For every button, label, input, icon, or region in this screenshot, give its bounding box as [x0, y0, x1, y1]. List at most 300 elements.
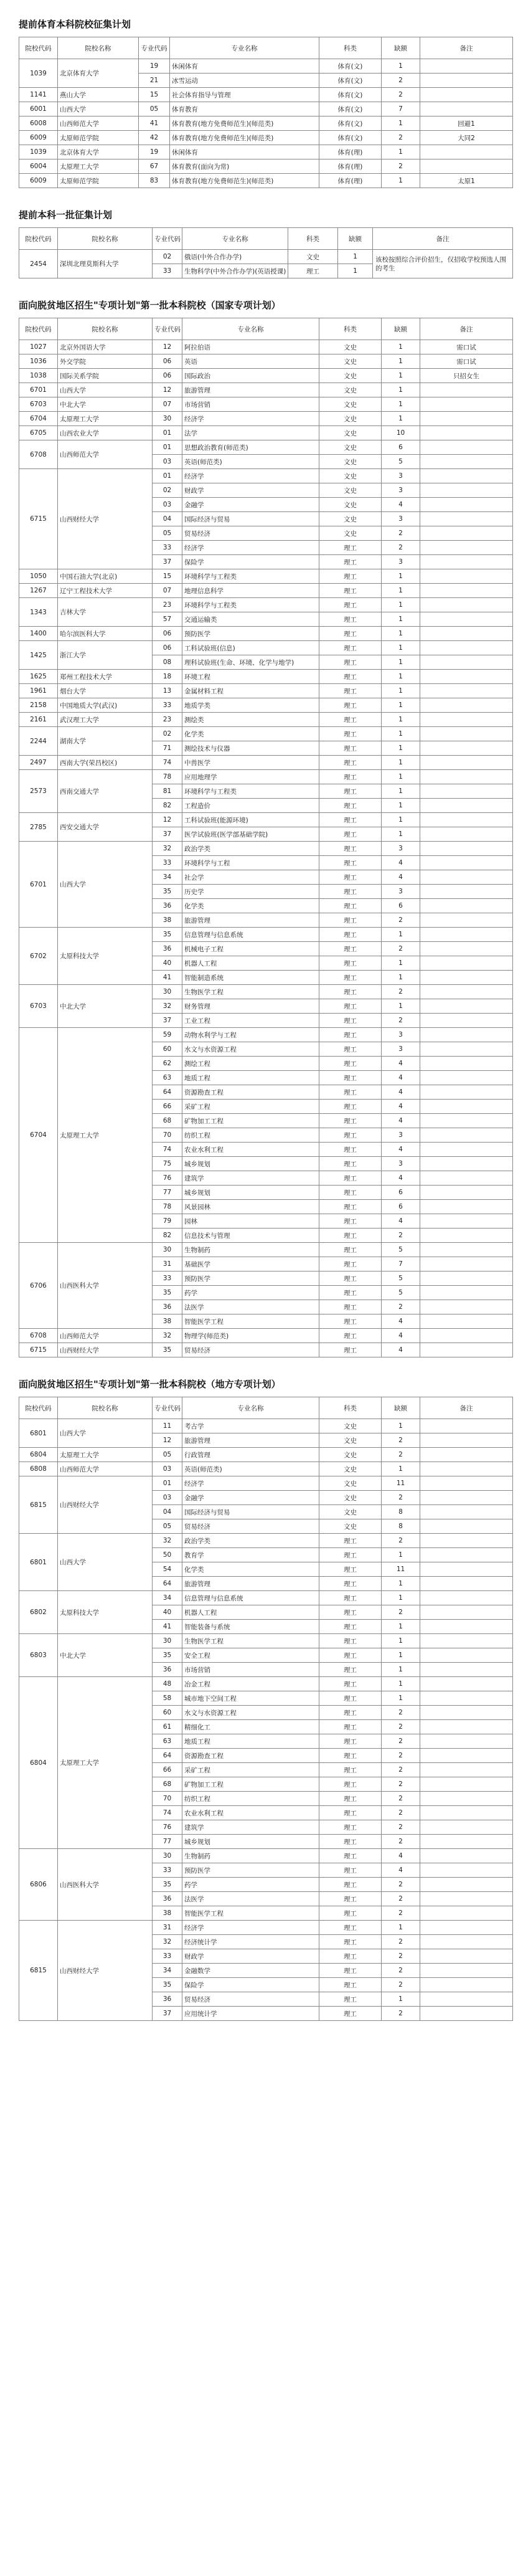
table-row	[19, 1476, 513, 1491]
major-code-cell: 61	[153, 1720, 182, 1734]
vacancy-cell: 2	[382, 1763, 420, 1777]
category-cell: 理工	[319, 2007, 382, 2021]
major-code-cell: 18	[153, 670, 182, 684]
school-code-cell: 1036	[19, 354, 58, 369]
major-name-cell: 化学类	[182, 727, 319, 741]
school-code-cell: 2454	[19, 250, 58, 278]
school-name-cell: 浙江大学	[58, 641, 153, 670]
school-name-cell: 北京体育大学	[58, 59, 139, 88]
category-cell: 理工	[319, 1577, 382, 1591]
major-name-cell: 应用统计学	[182, 2007, 319, 2021]
category-cell: 文史	[319, 526, 382, 541]
table-row	[19, 383, 513, 397]
category-cell: 理工	[319, 1921, 382, 1935]
major-name-cell: 地质工程	[182, 1071, 319, 1085]
remark-cell	[420, 1892, 513, 1906]
major-code-cell: 02	[153, 250, 182, 264]
vacancy-cell: 1	[382, 784, 420, 799]
major-code-cell: 31	[153, 1257, 182, 1271]
category-cell: 文史	[319, 369, 382, 383]
vacancy-cell: 2	[382, 985, 420, 999]
major-name-cell: 法学	[182, 426, 319, 440]
major-name-cell: 保险学	[182, 555, 319, 569]
remark-cell	[420, 426, 513, 440]
vacancy-cell: 1	[382, 727, 420, 741]
school-name-cell: 山西师范大学	[58, 116, 139, 131]
category-cell: 理工	[319, 1706, 382, 1720]
school-name-cell: 山西大学	[58, 1419, 153, 1448]
category-cell: 理工	[319, 684, 382, 698]
table-row	[19, 1419, 513, 1433]
major-code-cell: 33	[153, 1949, 182, 1964]
major-name-cell: 市场营销	[182, 1663, 319, 1677]
vacancy-cell: 5	[382, 455, 420, 469]
vacancy-cell: 4	[382, 1171, 420, 1186]
vacancy-cell: 4	[382, 1085, 420, 1100]
school-code-cell: 6009	[19, 174, 58, 188]
category-cell: 文史	[319, 455, 382, 469]
category-cell: 理工	[319, 1964, 382, 1978]
major-code-cell: 79	[153, 1214, 182, 1229]
table-row	[19, 426, 513, 440]
vacancy-cell: 1	[382, 584, 420, 598]
category-cell: 文史	[319, 1448, 382, 1462]
vacancy-cell: 11	[382, 1562, 420, 1577]
vacancy-cell: 2	[382, 1892, 420, 1906]
major-name-cell: 测绘技术与仪器	[182, 741, 319, 756]
table-body	[19, 340, 513, 1357]
vacancy-cell: 1	[382, 1577, 420, 1591]
remark-cell	[420, 1863, 513, 1878]
table-row	[19, 698, 513, 713]
major-name-cell: 法医学	[182, 1892, 319, 1906]
category-cell: 体育(文)	[319, 74, 382, 88]
vacancy-cell: 1	[382, 598, 420, 612]
remark-cell	[420, 1978, 513, 1992]
major-code-cell: 12	[153, 383, 182, 397]
category-cell: 理工	[319, 870, 382, 885]
remark-cell	[420, 1014, 513, 1028]
header-cell: 备注	[420, 1397, 513, 1419]
table-national-special-plan	[19, 318, 513, 1357]
school-code-cell: 2573	[19, 770, 58, 813]
vacancy-cell: 1	[382, 383, 420, 397]
category-cell: 体育(理)	[319, 159, 382, 174]
remark-cell	[420, 1691, 513, 1706]
vacancy-cell: 1	[382, 340, 420, 354]
major-code-cell: 05	[139, 102, 170, 116]
major-name-cell: 贸易经济	[182, 1519, 319, 1534]
major-name-cell: 生物医学工程	[182, 1634, 319, 1648]
school-name-cell: 山西财经大学	[58, 1921, 153, 2021]
table-row	[19, 1462, 513, 1476]
school-name-cell: 山西大学	[58, 383, 153, 397]
vacancy-cell: 2	[382, 913, 420, 928]
major-code-cell: 37	[153, 1014, 182, 1028]
major-name-cell: 保险学	[182, 1978, 319, 1992]
vacancy-cell: 2	[382, 942, 420, 956]
category-cell: 体育(文)	[319, 116, 382, 131]
vacancy-cell: 2	[382, 2007, 420, 2021]
major-name-cell: 冶金工程	[182, 1677, 319, 1691]
category-cell: 文史	[319, 1462, 382, 1476]
vacancy-cell: 1	[382, 770, 420, 784]
category-cell: 文史	[319, 1433, 382, 1448]
vacancy-cell: 1	[382, 928, 420, 942]
vacancy-cell: 2	[382, 1433, 420, 1448]
major-code-cell: 34	[153, 1591, 182, 1605]
remark-cell	[420, 899, 513, 913]
remark-cell	[420, 985, 513, 999]
category-cell: 理工	[319, 555, 382, 569]
major-code-cell: 48	[153, 1677, 182, 1691]
major-name-cell: 信息技术与管理	[182, 1229, 319, 1243]
vacancy-cell: 1	[382, 756, 420, 770]
remark-cell	[420, 145, 513, 159]
category-cell: 理工	[319, 1763, 382, 1777]
school-name-cell: 山西大学	[58, 1534, 153, 1591]
major-name-cell: 生物制药	[182, 1243, 319, 1257]
school-name-cell: 外交学院	[58, 354, 153, 369]
major-name-cell: 采矿工程	[182, 1100, 319, 1114]
school-code-cell: 6706	[19, 1243, 58, 1329]
table-row	[19, 1921, 513, 1935]
major-name-cell: 政治学类	[182, 842, 319, 856]
school-name-cell: 烟台大学	[58, 684, 153, 698]
major-code-cell: 33	[153, 1863, 182, 1878]
major-name-cell: 信息管理与信息系统	[182, 928, 319, 942]
major-code-cell: 74	[153, 1806, 182, 1820]
category-cell: 理工	[319, 971, 382, 985]
remark-cell	[420, 1620, 513, 1634]
header-cell: 备注	[373, 228, 513, 250]
major-code-cell: 33	[153, 1271, 182, 1286]
vacancy-cell: 2	[382, 1734, 420, 1749]
table-row	[19, 813, 513, 827]
vacancy-cell: 2	[382, 74, 420, 88]
category-cell: 理工	[319, 1186, 382, 1200]
header-cell: 院校代码	[19, 228, 58, 250]
table-row	[19, 1591, 513, 1605]
category-cell: 理工	[319, 1935, 382, 1949]
category-cell: 理工	[319, 1620, 382, 1634]
table-row	[19, 641, 513, 655]
remark-cell	[420, 1849, 513, 1863]
category-cell: 文史	[319, 440, 382, 455]
remark-cell	[420, 612, 513, 627]
major-code-cell: 01	[153, 469, 182, 483]
table-row	[19, 354, 513, 369]
major-name-cell: 预防医学	[182, 1271, 319, 1286]
header-cell: 院校代码	[19, 318, 58, 340]
remark-cell	[420, 1906, 513, 1921]
school-code-cell: 6801	[19, 1419, 58, 1448]
remark-cell	[420, 483, 513, 498]
category-cell: 理工	[319, 1906, 382, 1921]
major-name-cell: 城市地下空间工程	[182, 1691, 319, 1706]
vacancy-cell: 1	[338, 250, 373, 264]
school-name-cell: 中北大学	[58, 397, 153, 412]
major-name-cell: 建筑学	[182, 1820, 319, 1835]
major-code-cell: 15	[139, 88, 170, 102]
remark-cell	[420, 827, 513, 842]
table-row	[19, 1677, 513, 1691]
school-name-cell: 山西医科大学	[58, 1243, 153, 1329]
major-code-cell: 35	[153, 885, 182, 899]
major-name-cell: 环境工程	[182, 670, 319, 684]
category-cell: 理工	[319, 956, 382, 971]
major-name-cell: 测绘工程	[182, 1057, 319, 1071]
category-cell: 理工	[319, 1200, 382, 1214]
vacancy-cell: 8	[382, 1519, 420, 1534]
major-code-cell: 01	[153, 426, 182, 440]
vacancy-cell: 2	[382, 88, 420, 102]
major-name-cell: 经济学	[182, 412, 319, 426]
category-cell: 理工	[319, 1286, 382, 1300]
remark-cell	[420, 1562, 513, 1577]
school-code-cell: 6802	[19, 1591, 58, 1634]
vacancy-cell: 3	[382, 1157, 420, 1171]
category-cell: 理工	[319, 827, 382, 842]
category-cell: 理工	[319, 784, 382, 799]
school-code-cell: 2158	[19, 698, 58, 713]
category-cell: 体育(文)	[319, 59, 382, 74]
remark-cell	[420, 383, 513, 397]
category-cell: 理工	[319, 1014, 382, 1028]
remark-cell	[420, 971, 513, 985]
major-code-cell: 82	[153, 799, 182, 813]
major-code-cell: 37	[153, 827, 182, 842]
school-name-cell: 西南交通大学	[58, 770, 153, 813]
major-name-cell: 药学	[182, 1878, 319, 1892]
remark-cell: 大同2	[420, 131, 513, 145]
major-code-cell: 06	[153, 354, 182, 369]
vacancy-cell: 1	[382, 971, 420, 985]
header-cell: 专业代码	[153, 318, 182, 340]
major-code-cell: 38	[153, 1314, 182, 1329]
remark-cell	[420, 655, 513, 670]
major-name-cell: 财政学	[182, 1949, 319, 1964]
remark-cell	[420, 770, 513, 784]
major-name-cell: 测绘类	[182, 713, 319, 727]
major-name-cell: 机器人工程	[182, 1605, 319, 1620]
remark-cell	[420, 397, 513, 412]
category-cell: 理工	[319, 713, 382, 727]
vacancy-cell: 1	[382, 1548, 420, 1562]
category-cell: 理工	[319, 1071, 382, 1085]
major-name-cell: 国际经济与贸易	[182, 512, 319, 526]
remark-cell	[420, 1663, 513, 1677]
major-code-cell: 12	[153, 813, 182, 827]
school-code-cell: 1267	[19, 584, 58, 598]
vacancy-cell: 2	[382, 1978, 420, 1992]
major-code-cell: 70	[153, 1792, 182, 1806]
header-cell: 专业名称	[182, 318, 319, 340]
remark-cell	[420, 799, 513, 813]
remark-cell	[420, 856, 513, 870]
major-code-cell: 06	[153, 369, 182, 383]
header-cell: 科类	[288, 228, 338, 250]
vacancy-cell: 1	[382, 1462, 420, 1476]
school-name-cell: 太原理工大学	[58, 1677, 153, 1849]
table-body	[19, 1419, 513, 2021]
vacancy-cell: 1	[382, 698, 420, 713]
remark-cell: 该校按照综合评价招生，仅招收学校预选人围的考生	[373, 250, 513, 278]
vacancy-cell: 2	[382, 1014, 420, 1028]
major-code-cell: 36	[153, 1300, 182, 1314]
major-name-cell: 地质工程	[182, 1734, 319, 1749]
major-code-cell: 75	[153, 1157, 182, 1171]
remark-cell	[420, 1949, 513, 1964]
section-title: 面向脱贫地区招生"专项计划"第一批本科院校（地方专项计划）	[19, 1379, 281, 1390]
major-code-cell: 57	[153, 612, 182, 627]
school-code-cell: 6705	[19, 426, 58, 440]
category-cell: 文史	[319, 340, 382, 354]
major-name-cell: 纺织工程	[182, 1792, 319, 1806]
vacancy-cell: 2	[382, 1229, 420, 1243]
category-cell: 理工	[319, 698, 382, 713]
major-code-cell: 36	[153, 942, 182, 956]
school-code-cell: 6801	[19, 1534, 58, 1591]
category-cell: 理工	[319, 856, 382, 870]
header-cell: 院校名称	[58, 37, 139, 59]
category-cell: 理工	[319, 1157, 382, 1171]
vacancy-cell: 2	[382, 1491, 420, 1505]
remark-cell	[420, 870, 513, 885]
table-row	[19, 569, 513, 584]
school-code-cell: 6702	[19, 928, 58, 985]
school-code-cell: 1050	[19, 569, 58, 584]
vacancy-cell: 11	[382, 1476, 420, 1491]
major-code-cell: 41	[153, 971, 182, 985]
major-name-cell: 信息管理与信息系统	[182, 1591, 319, 1605]
major-name-cell: 生物医学工程	[182, 985, 319, 999]
school-code-cell: 2497	[19, 756, 58, 770]
table-row	[19, 88, 513, 102]
remark-cell	[420, 1677, 513, 1691]
major-code-cell: 23	[153, 713, 182, 727]
category-cell: 理工	[319, 1792, 382, 1806]
major-name-cell: 旅游管理	[182, 913, 319, 928]
major-name-cell: 环境科学与工程	[182, 856, 319, 870]
major-code-cell: 36	[153, 899, 182, 913]
remark-cell	[420, 1462, 513, 1476]
vacancy-cell: 4	[382, 1329, 420, 1343]
table-row	[19, 369, 513, 383]
vacancy-cell: 6	[382, 440, 420, 455]
school-code-cell: 2785	[19, 813, 58, 842]
category-cell: 理工	[319, 612, 382, 627]
category-cell: 理工	[319, 1806, 382, 1820]
category-cell: 理工	[319, 741, 382, 756]
table-sports-enrollment	[19, 37, 513, 188]
school-name-cell: 山西医科大学	[58, 1849, 153, 1921]
major-code-cell: 13	[153, 684, 182, 698]
major-name-cell: 地理信息科学	[182, 584, 319, 598]
remark-cell	[420, 1028, 513, 1042]
header-cell: 专业代码	[153, 1397, 182, 1419]
table-row	[19, 770, 513, 784]
vacancy-cell: 2	[382, 1720, 420, 1734]
table-row	[19, 340, 513, 354]
school-code-cell: 6008	[19, 116, 58, 131]
vacancy-cell: 1	[382, 1663, 420, 1677]
vacancy-cell: 1	[382, 670, 420, 684]
school-code-cell: 1625	[19, 670, 58, 684]
remark-cell	[420, 670, 513, 684]
school-name-cell: 山西大学	[58, 842, 153, 928]
category-cell: 理工	[319, 1229, 382, 1243]
major-code-cell: 35	[153, 1286, 182, 1300]
major-name-cell: 动物水利学与工程	[182, 1028, 319, 1042]
header-cell: 缺额	[382, 1397, 420, 1419]
major-name-cell: 智能医学工程	[182, 1906, 319, 1921]
table-row	[19, 985, 513, 999]
remark-cell	[420, 1706, 513, 1720]
major-code-cell: 42	[139, 131, 170, 145]
major-name-cell: 安全工程	[182, 1648, 319, 1663]
major-code-cell: 77	[153, 1186, 182, 1200]
vacancy-cell: 2	[382, 1806, 420, 1820]
major-code-cell: 04	[153, 512, 182, 526]
major-code-cell: 06	[153, 627, 182, 641]
table-row	[19, 469, 513, 483]
major-name-cell: 金属材料工程	[182, 684, 319, 698]
major-name-cell: 工科试验班(信息)	[182, 641, 319, 655]
vacancy-cell: 4	[382, 498, 420, 512]
category-cell: 理工	[319, 1720, 382, 1734]
major-code-cell: 30	[153, 985, 182, 999]
vacancy-cell: 1	[382, 655, 420, 670]
category-cell: 理工	[319, 1085, 382, 1100]
major-name-cell: 资源勘查工程	[182, 1749, 319, 1763]
major-name-cell: 经济统计学	[182, 1935, 319, 1949]
school-name-cell: 山西财经大学	[58, 469, 153, 569]
school-code-cell: 6701	[19, 842, 58, 928]
remark-cell	[420, 1071, 513, 1085]
section-title: 提前体育本科院校征集计划	[19, 19, 131, 30]
major-code-cell: 34	[153, 1964, 182, 1978]
major-code-cell: 06	[153, 641, 182, 655]
category-cell: 理工	[319, 670, 382, 684]
table-row	[19, 397, 513, 412]
category-cell: 理工	[319, 985, 382, 999]
major-code-cell: 82	[153, 1229, 182, 1243]
remark-cell	[420, 813, 513, 827]
vacancy-cell: 7	[382, 1257, 420, 1271]
major-name-cell: 市场营销	[182, 397, 319, 412]
major-code-cell: 60	[153, 1706, 182, 1720]
vacancy-cell: 1	[382, 1677, 420, 1691]
school-code-cell: 6704	[19, 1028, 58, 1243]
header-cell: 专业名称	[182, 228, 288, 250]
major-code-cell: 30	[153, 1849, 182, 1863]
school-code-cell: 1039	[19, 145, 58, 159]
school-code-cell: 6808	[19, 1462, 58, 1476]
vacancy-cell: 1	[382, 59, 420, 74]
header-cell: 专业名称	[170, 37, 319, 59]
table-row	[19, 1448, 513, 1462]
vacancy-cell: 2	[382, 1777, 420, 1792]
major-code-cell: 30	[153, 1243, 182, 1257]
major-name-cell: 生物科学(中外合作办学)(英语授课)	[182, 264, 288, 278]
table-row	[19, 727, 513, 741]
remark-cell	[420, 1921, 513, 1935]
major-code-cell: 37	[153, 2007, 182, 2021]
category-cell: 理工	[319, 799, 382, 813]
major-name-cell: 物理学(师范类)	[182, 1329, 319, 1343]
table-row	[19, 756, 513, 770]
